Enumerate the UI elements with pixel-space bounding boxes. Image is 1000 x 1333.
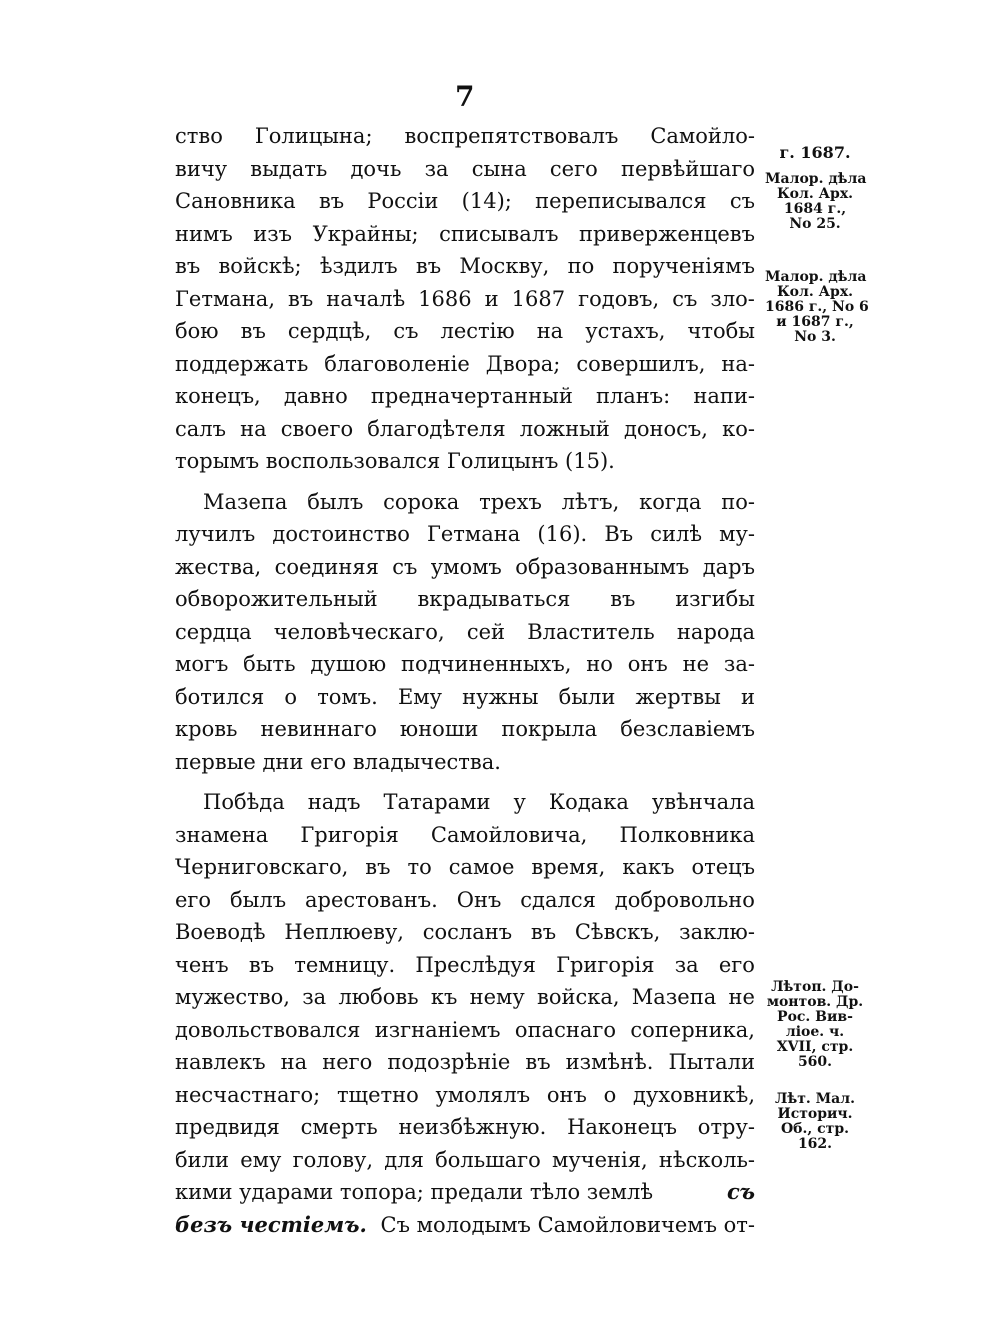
word: о (284, 684, 298, 709)
word: 1687 (511, 286, 566, 311)
word: отецъ (691, 855, 755, 879)
word: Двора; (485, 351, 561, 376)
word: и (484, 286, 499, 311)
word: выдать (250, 156, 328, 181)
text-line (175, 250, 755, 283)
text-line (175, 1111, 755, 1144)
word: Властитель (527, 619, 655, 644)
margin-note-line: Историч. (777, 1106, 853, 1122)
word: сына (471, 156, 527, 181)
word: лѣтъ, (561, 489, 620, 514)
word: большаго (435, 1147, 541, 1172)
word: душою (310, 652, 387, 676)
margin-note-4 (765, 980, 865, 1070)
word: заклю- (679, 920, 755, 944)
word: подчиненныхъ, (401, 652, 572, 676)
italic-phrase: безъ честiемъ. (175, 1211, 367, 1237)
word: умомъ (430, 554, 502, 579)
text-line (175, 884, 755, 917)
margin-note-line: монтов. Др. (766, 994, 864, 1010)
word: Григорія (556, 952, 655, 977)
word: предначертанный (370, 384, 573, 408)
margin-note-line: Кол. Арх. (776, 186, 854, 202)
word: любовь (338, 985, 419, 1009)
word: за- (723, 652, 755, 676)
word: человѣческаго, (273, 619, 445, 644)
word: и (741, 684, 755, 709)
word: измѣнѣ. (565, 1050, 654, 1074)
margin-note-line: Малор. дѣла (765, 171, 867, 187)
word: Голицына; (254, 124, 373, 148)
word: въ (610, 587, 636, 611)
paragraph-2 (175, 486, 755, 779)
word: сорока (383, 489, 460, 514)
word: на (536, 319, 564, 343)
word: былъ (307, 489, 364, 514)
text-line (175, 551, 755, 584)
word: Татарами (383, 790, 491, 814)
word: сего (549, 156, 598, 181)
word: войскѣ; (218, 254, 302, 278)
word: бою (175, 319, 219, 343)
word: юноши (399, 717, 479, 741)
word: на (240, 416, 267, 441)
word: войска, (537, 985, 620, 1009)
text-line (175, 413, 755, 446)
text-line (175, 1014, 755, 1047)
word: Гетмана (426, 522, 521, 546)
word: на (280, 1050, 308, 1074)
word: сей (466, 619, 506, 644)
word: своего (280, 416, 354, 441)
text-line (175, 348, 755, 381)
word: изгнаніемъ (374, 1017, 501, 1042)
word: были (558, 684, 616, 709)
word: поддержать (175, 351, 309, 376)
word: жества, (175, 554, 262, 579)
margin-note-line: г. 1687. (779, 143, 851, 162)
text-line-part: кими ударами топора; предали тѣло землѣ (175, 1180, 654, 1204)
word: томъ. (317, 684, 378, 709)
word: невиннаго (260, 717, 377, 741)
margin-note-line: No 25. (789, 216, 841, 232)
word: Пытали (668, 1050, 755, 1074)
word: трехъ (479, 489, 542, 514)
margin-note-line: XVII, стр. (776, 1039, 854, 1055)
word: къ (430, 985, 458, 1009)
word: по (567, 254, 595, 278)
text-line: первые дни его владычества. (175, 749, 501, 774)
word: за (424, 156, 449, 181)
text-line (175, 486, 755, 519)
text-line (175, 949, 755, 982)
text-line (175, 120, 755, 153)
margin-note-1 (765, 145, 865, 160)
word: неизбѣжную. (398, 1115, 547, 1139)
word: началѣ (326, 286, 406, 311)
word: (14); (461, 189, 512, 213)
word: навлекъ (175, 1050, 266, 1074)
word: опаснаго (514, 1017, 617, 1042)
text-line (175, 283, 755, 316)
word: Григорія (300, 822, 399, 847)
word: мужество, (175, 985, 290, 1009)
text-line (175, 1176, 755, 1209)
text-line (175, 1209, 755, 1242)
word: Сановника (175, 189, 296, 213)
word: салъ (175, 416, 226, 441)
word: съ (672, 286, 698, 311)
word: порученіямъ (612, 254, 755, 278)
text-line (175, 153, 755, 186)
text-line (175, 786, 755, 819)
word: Онъ (456, 887, 502, 912)
word: въ (288, 286, 314, 311)
word: обворожительный (175, 587, 378, 611)
word: нимъ (175, 221, 233, 246)
word: (16). (537, 522, 588, 546)
margin-note-line: Лѣтоп. До- (771, 979, 859, 995)
word: благоволеніе (324, 351, 470, 376)
text-line (175, 916, 755, 949)
word: духовникѣ, (632, 1082, 755, 1107)
word: умолялъ (435, 1082, 531, 1107)
word: то (407, 855, 432, 879)
word: Москву, (459, 254, 550, 278)
word: Мазепа (631, 985, 717, 1009)
word: за (674, 952, 699, 977)
word: Сѣвскъ, (574, 920, 661, 944)
word: Ему (397, 684, 442, 709)
text-line (175, 315, 755, 348)
margin-note-line: No 3. (794, 329, 836, 345)
word: предвидя (175, 1115, 280, 1139)
margin-note-line: 1686 г., No 6 (765, 299, 869, 315)
word: его (718, 952, 755, 977)
text-line (175, 218, 755, 251)
word: образованнымъ (515, 554, 690, 579)
paragraph-3 (175, 786, 755, 1241)
word: время, (531, 855, 606, 879)
margin-note-line: ліое. ч. (785, 1024, 845, 1040)
word: съ (729, 189, 755, 213)
word: Преслѣдуя (415, 952, 536, 977)
word: сдался (520, 887, 596, 912)
margin-note-2 (765, 172, 865, 232)
word: вичу (175, 156, 228, 181)
word: но (586, 652, 613, 676)
word: арестованъ. (305, 887, 438, 912)
word: за (302, 985, 327, 1009)
word: о (603, 1082, 617, 1107)
word: зло- (710, 286, 755, 311)
text-line-part: Съ молодымъ Самойловичемъ от- (380, 1212, 755, 1237)
word: безславіемъ (620, 717, 755, 741)
word: изгибы (675, 587, 755, 611)
word: ѣздилъ (319, 254, 398, 278)
word: конецъ, (175, 384, 261, 408)
word: для (384, 1147, 424, 1172)
main-text (175, 120, 755, 1241)
word: подозрѣніе (387, 1050, 511, 1074)
word: сосланъ (422, 920, 513, 944)
word: Черниговскаго, (175, 855, 349, 879)
word: его (175, 887, 212, 912)
margin-note-line: 162. (797, 1136, 833, 1152)
text-line (175, 819, 755, 852)
text-line (175, 681, 755, 714)
word: Побѣда (203, 790, 285, 814)
word: били (175, 1147, 229, 1172)
word: на- (721, 351, 755, 376)
word: напи- (693, 384, 755, 408)
margin-note-line: Лѣт. Мал. (775, 1091, 855, 1107)
word: соперника, (630, 1017, 755, 1042)
word: жертвы (635, 684, 721, 709)
text-line (175, 616, 755, 649)
word: несчастнаго; (175, 1082, 321, 1107)
text-line (175, 648, 755, 681)
text-line (175, 518, 755, 551)
word: кровь (175, 717, 238, 741)
word: Самойло- (650, 124, 755, 148)
word: не (682, 652, 710, 676)
word: нѣсколь- (658, 1147, 755, 1172)
word: ботился (175, 684, 265, 709)
word: устахъ, (585, 319, 666, 343)
word: планъ: (595, 384, 671, 408)
word: Гетмана, (175, 286, 275, 311)
word: чтобы (687, 319, 755, 343)
word: нему (469, 985, 525, 1009)
word: соединяя (274, 554, 379, 579)
word: сердца (175, 619, 252, 644)
word: въ (248, 952, 275, 977)
word: годовъ, (578, 286, 660, 311)
word: покрыла (501, 717, 598, 741)
word: совершилъ, (576, 351, 706, 376)
word: надъ (307, 790, 361, 814)
word: Украйны; (312, 221, 419, 246)
word: Мазепа (203, 489, 288, 514)
word: давно (283, 384, 348, 408)
text-line (175, 851, 755, 884)
word: ченъ (175, 952, 229, 977)
word: въ (415, 254, 442, 278)
word: Неплюеву, (284, 920, 404, 944)
word: отру- (697, 1115, 755, 1139)
word: сердцѣ, (287, 319, 372, 343)
word: лестію (440, 319, 515, 343)
word: му- (719, 522, 755, 546)
word: увѣнчала (651, 790, 755, 814)
margin-note-line: Об., стр. (780, 1121, 850, 1137)
word: первѣйшаго (620, 156, 755, 181)
text-line (175, 185, 755, 218)
word: изъ (253, 221, 293, 246)
word: въ (530, 920, 557, 944)
word: переписывался (535, 189, 707, 213)
text-line (175, 1079, 755, 1112)
word: добровольно (614, 887, 755, 912)
word: ложный (519, 416, 610, 441)
text-line (175, 380, 755, 413)
word: онъ (546, 1082, 587, 1107)
page-number: 7 (455, 80, 475, 113)
text-line (175, 981, 755, 1014)
margin-note-5 (765, 1092, 865, 1152)
margin-note-line: и 1687 г., (776, 314, 854, 330)
word: приверженцевъ (578, 221, 755, 246)
word: какъ (622, 855, 675, 879)
word: съ (393, 319, 419, 343)
word: тщетно (336, 1082, 419, 1107)
word: довольствовался (175, 1017, 361, 1042)
word: списывалъ (439, 221, 559, 246)
word: въ (525, 1050, 551, 1074)
word: доносъ, (623, 416, 708, 441)
word: въ (318, 189, 345, 213)
word: въ (365, 855, 391, 879)
text-line (175, 1144, 755, 1177)
margin-note-line: Малор. дѣла (765, 269, 867, 285)
paragraph-1 (175, 120, 755, 478)
word: воспрепятствовалъ (404, 124, 619, 148)
italic-phrase-prefix: съ (726, 1179, 755, 1204)
word: Въ (604, 522, 634, 546)
word: него (322, 1050, 373, 1074)
word: Полковника (619, 822, 755, 847)
margin-note-3 (765, 269, 869, 345)
word: благодѣтеля (367, 416, 506, 441)
word: въ (240, 319, 266, 343)
word: съ (392, 554, 418, 579)
word: силѣ (650, 522, 703, 546)
word: когда (639, 489, 702, 514)
word: лучилъ (175, 522, 256, 546)
word: онъ (627, 652, 668, 676)
text-line: торымъ воспользовался Голицынъ (15). (175, 449, 615, 473)
word: даръ (702, 554, 755, 579)
margin-note-line: 560. (797, 1054, 833, 1070)
word: могъ (175, 652, 229, 676)
word: 1686 (418, 286, 472, 311)
word: народа (676, 619, 755, 644)
word: мученія, (552, 1147, 648, 1172)
word: не (728, 985, 755, 1009)
word: быть (243, 652, 296, 676)
word: дочь (350, 156, 402, 181)
word: смерть (300, 1115, 378, 1139)
word: у (513, 790, 526, 814)
word: голову, (292, 1147, 374, 1172)
word: ство (175, 124, 223, 148)
text-line (175, 713, 755, 746)
margin-note-line: Кол. Арх. (776, 284, 854, 300)
word: былъ (230, 887, 287, 912)
word: Самойловича, (430, 822, 588, 847)
word: темницу. (294, 952, 396, 977)
word: Наконецъ (567, 1115, 677, 1139)
word: знамена (175, 822, 269, 847)
word: достоинство (272, 522, 410, 546)
margin-note-line: 1684 г., (783, 201, 847, 217)
word: ко- (722, 416, 755, 441)
word: нужны (462, 684, 539, 709)
word: ему (240, 1147, 282, 1172)
text-line (175, 1046, 755, 1079)
word: Россіи (367, 189, 439, 213)
word: вкрадываться (417, 587, 571, 611)
word: по- (721, 489, 755, 514)
margin-note-line: Рос. Вив- (777, 1009, 853, 1025)
text-line (175, 583, 755, 616)
word: въ (175, 254, 201, 278)
word: Кодака (548, 790, 629, 814)
word: Воеводѣ (175, 920, 266, 944)
word: самое (448, 855, 515, 879)
